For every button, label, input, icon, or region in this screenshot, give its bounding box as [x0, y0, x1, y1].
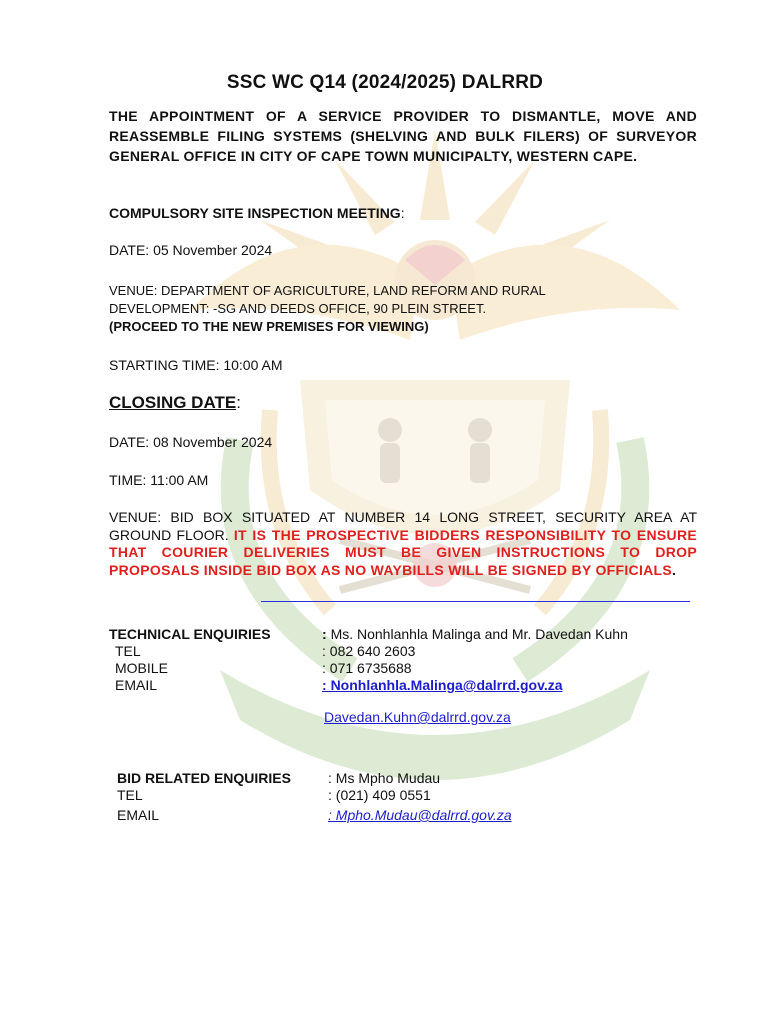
- site-inspection-proceed-note: (PROCEED TO THE NEW PREMISES FOR VIEWING): [109, 319, 429, 334]
- site-inspection-venue-line1: VENUE: DEPARTMENT OF AGRICULTURE, LAND REFORM AND RURAL: [109, 283, 546, 298]
- page-title: SSC WC Q14 (2024/2025) DALRRD: [226, 72, 544, 93]
- technical-enquiries-heading: TECHNICAL ENQUIRIES: [109, 626, 271, 642]
- technical-contacts: Ms. Nonhlanhla Malinga and Mr. Davedan Kuhn: [330, 626, 628, 642]
- bid-tel-label: TEL: [117, 787, 143, 803]
- bid-enquiries-heading: BID RELATED ENQUIRIES: [117, 770, 291, 786]
- bid-tel: : (021) 409 0551: [328, 787, 431, 803]
- closing-date-heading-colon: :: [236, 393, 241, 412]
- site-inspection-venue-line2: DEVELOPMENT: -SG AND DEEDS OFFICE, 90 PLEIN STREET.: [109, 301, 487, 316]
- site-inspection-starting-time: STARTING TIME: 10:00 AM: [109, 357, 283, 373]
- closing-venue-paragraph: [109, 509, 697, 579]
- technical-email1-link[interactable]: Nonhlanhla.Malinga@dalrrd.gov.za: [330, 677, 563, 693]
- technical-email-line: [322, 677, 563, 693]
- technical-email2-line: [324, 709, 511, 725]
- bid-email-line: [328, 807, 512, 823]
- closing-date-heading-line: [109, 393, 241, 413]
- technical-tel-label: TEL: [115, 643, 141, 659]
- technical-contacts-line: [322, 626, 628, 642]
- bid-email-link[interactable]: Mpho.Mudau@dalrrd.gov.za: [335, 807, 512, 823]
- closing-time: TIME: 11:00 AM: [109, 472, 209, 488]
- bid-email-label: EMAIL: [117, 807, 160, 823]
- technical-contacts-colon: :: [322, 626, 331, 642]
- closing-date: DATE: 08 November 2024: [109, 434, 273, 450]
- technical-mobile-label: MOBILE: [115, 660, 168, 676]
- section-divider: [261, 601, 690, 602]
- technical-email2-link[interactable]: Davedan.Kuhn@dalrrd.gov.za: [324, 709, 511, 725]
- technical-email-label: EMAIL: [115, 677, 158, 693]
- bid-contact: : Ms Mpho Mudau: [328, 770, 441, 786]
- closing-warning-end: .: [672, 561, 676, 578]
- site-inspection-heading: COMPULSORY SITE INSPECTION MEETING: [109, 205, 401, 221]
- technical-tel: : 082 640 2603: [322, 643, 416, 659]
- closing-date-heading: CLOSING DATE: [109, 393, 237, 412]
- bid-email-colon: :: [328, 807, 336, 823]
- site-inspection-date: DATE: 05 November 2024: [109, 242, 273, 258]
- closing-warning-text: IT IS THE PROSPECTIVE BIDDERS RESPONSIBILITY TO ENSURE THAT COURIER DELIVERIES MUST BE GIVEN INSTRUCTIONS TO DROP PROPOSALS INSIDE BID BOX AS NO WAYBILLS WILL BE SIGNED BY OFFICIALS: [109, 526, 697, 578]
- closing-venue-text: VENUE: BID BOX SITUATED AT NUMBER 14 LONG STREET, SECURITY AREA AT GROUND FLOOR.: [109, 509, 697, 543]
- tender-description: THE APPOINTMENT OF A SERVICE PROVIDER TO DISMANTLE, MOVE AND REASSEMBLE FILING SYSTEMS (SHELVING AND BULK FILERS) OF SURVEYOR GENERAL OFFICE IN CITY OF CAPE TOWN MUNICIPALTY, WESTERN CAPE.: [109, 108, 697, 164]
- site-inspection-heading-colon: :: [400, 205, 405, 221]
- site-inspection-heading-line: [109, 205, 405, 221]
- technical-email-colon: :: [322, 677, 331, 693]
- technical-mobile: : 071 6735688: [322, 660, 412, 676]
